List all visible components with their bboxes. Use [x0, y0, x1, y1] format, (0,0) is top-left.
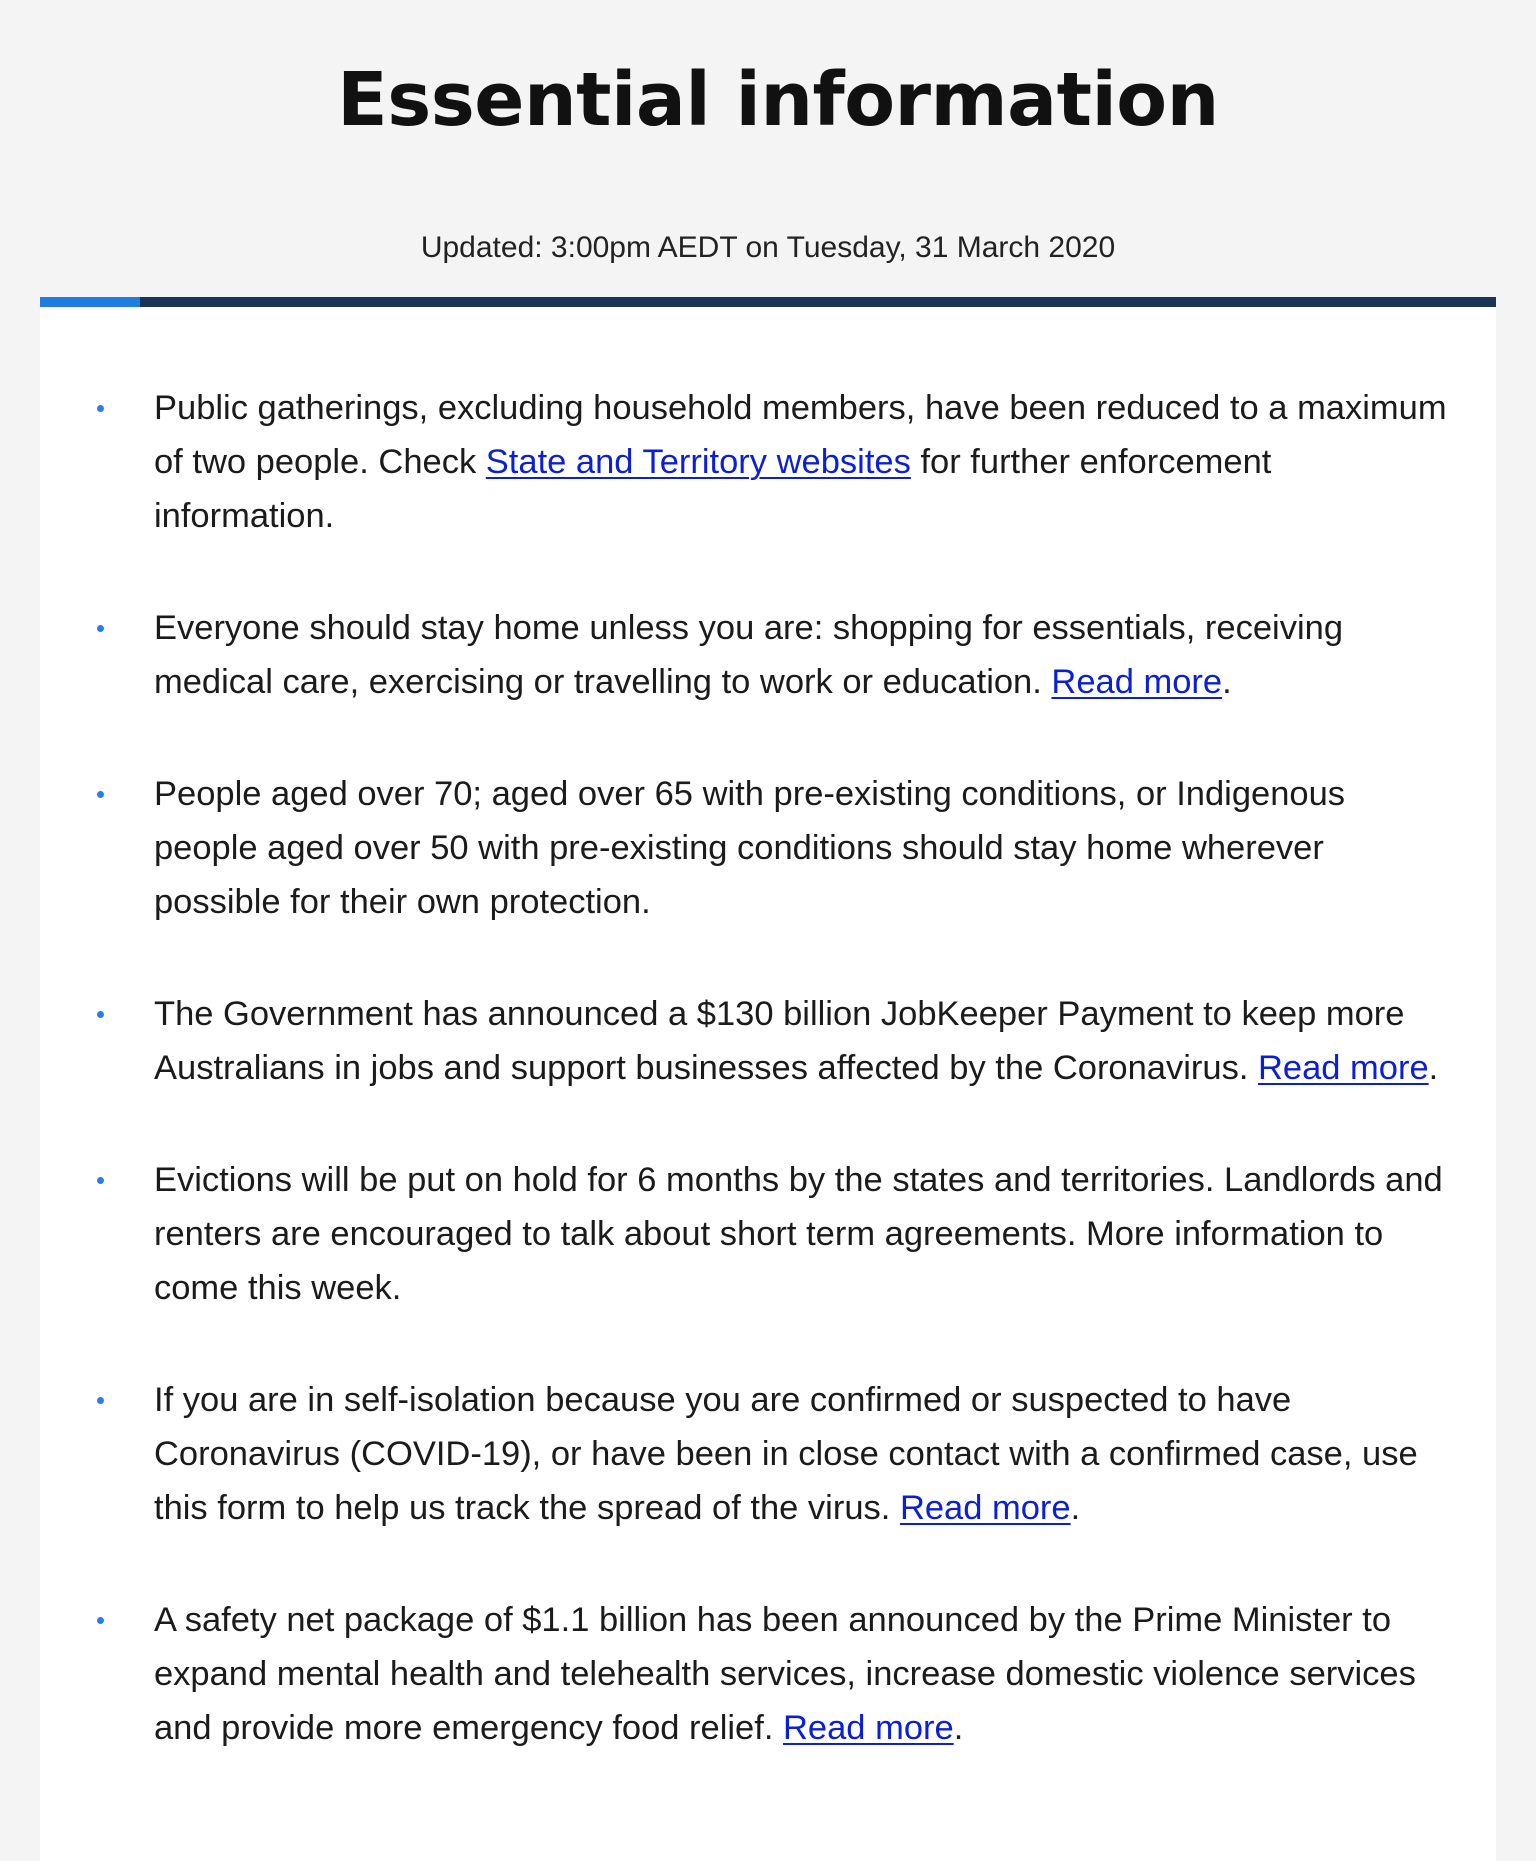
list-item — [40, 601, 1496, 709]
item-text-end: . — [1070, 1489, 1081, 1527]
page-title: Essential information — [337, 57, 1219, 143]
item-text: Evictions will be put on hold for 6 months by the states and territories. Landlords and renters are encouraged to talk about short term agreements. More information to come this week. — [154, 1161, 1443, 1307]
panel-top-bar — [40, 297, 1496, 307]
state-territory-websites-link[interactable]: State and Territory websites — [485, 443, 911, 481]
item-text: The Government has announced a $130 billion JobKeeper Payment to keep more Australians in jobs and support businesses affected by the Coronavirus. — [154, 995, 1405, 1087]
list-item — [40, 987, 1496, 1095]
item-text-end: . — [1428, 1049, 1439, 1087]
read-more-link[interactable]: Read more — [783, 1709, 954, 1747]
list-item — [40, 1373, 1496, 1535]
info-list — [40, 381, 1496, 1813]
updated-timestamp: Updated: 3:00pm AEDT on Tuesday, 31 March 2020 — [420, 231, 1116, 264]
essential-info-panel — [40, 297, 1496, 1861]
read-more-link[interactable]: Read more — [1051, 663, 1223, 701]
bullet-icon — [97, 1617, 104, 1624]
bullet-icon — [97, 625, 104, 632]
list-item — [40, 1153, 1496, 1315]
panel-top-bar-accent — [40, 297, 140, 307]
item-text-end: . — [953, 1709, 964, 1747]
list-item — [40, 767, 1496, 929]
bullet-icon — [97, 1011, 104, 1018]
item-text: If you are in self-isolation because you are confirmed or suspected to have Coronavirus (COVID-19), or have been in close contact with a confirmed case, use this form to help us track the spread of the virus. — [154, 1381, 1418, 1527]
bullet-icon — [97, 405, 104, 412]
bullet-icon — [97, 791, 104, 798]
item-text: A safety net package of $1.1 billion has been announced by the Prime Minister to expand mental health and telehealth services, increase domestic violence services and provide more emergency food relief. — [154, 1601, 1416, 1747]
bullet-icon — [97, 1177, 104, 1184]
read-more-link[interactable]: Read more — [1258, 1049, 1429, 1087]
list-item — [40, 381, 1496, 543]
item-text-end: . — [1222, 663, 1232, 701]
item-text: People aged over 70; aged over 65 with pre-existing conditions, or Indigenous people aged over 50 with pre-existing conditions should stay home wherever possible for their own protection. — [154, 775, 1346, 921]
bullet-icon — [97, 1397, 104, 1404]
item-text: Public gatherings, excluding household members, have been reduced to a maximum of two people. Check — [154, 389, 1447, 481]
item-text: Everyone should stay home unless you are: shopping for essentials, receiving medical care, exercising or travelling to work or education. — [154, 609, 1344, 701]
read-more-link[interactable]: Read more — [899, 1489, 1071, 1527]
list-item — [40, 1593, 1496, 1755]
item-text-end: for further enforcement information. — [154, 443, 1272, 535]
